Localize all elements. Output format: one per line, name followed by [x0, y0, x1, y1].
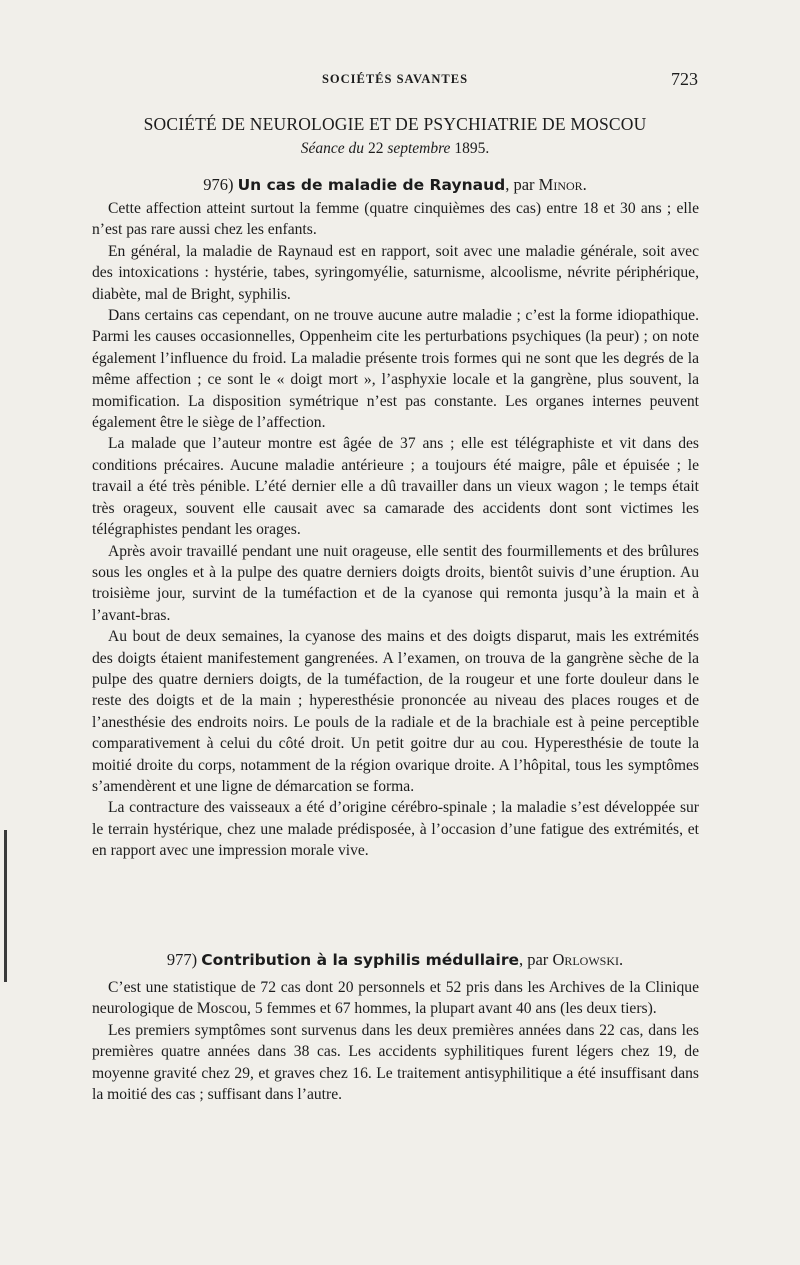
running-head-title: SOCIÉTÉS SAVANTES	[321, 72, 469, 86]
paragraph: Dans certains cas cependant, on ne trouve aucune autre maladie ; c’est la forme idiopathique. Parmi les causes occasionnelles, Oppenheim cite les perturbations psychiques (la peur) ; on note également l’influence du froid. La maladie présente trois formes qui ne sont que les degrés de la même affection ; ce sont le « doigt mort », l’asphyxie locale et la gangrène, plus souvent, la momification. La disposition symétrique n’est pas constante. Les organes internes peuvent également être le siège de l’affection.	[92, 307, 699, 432]
article-title: Un cas de maladie de Raynaud	[237, 176, 506, 194]
paragraph: Au bout de deux semaines, la cyanose des mains et des doigts disparut, mais les extrémités des doigts étaient manifestement gangrenées. A l’examen, on trouva de la gangrène sèche de la pulpe des quatre derniers doigts, de la tuméfaction, de la rougeur et une forte douleur dans le reste des doigts et de la main ; hyperesthésie prononcée au niveau des places rouges et de l’anesthésie des endroits noirs. Le pouls de la radiale et de la brachiale est à peine perceptible comparativement à celui du côté droit. Un petit goitre dur au cou. Hyperesthésie de toute la moitié droite du corps, notamment de la région ovarique droite. A l’hôpital, tous les symptômes s’amendèrent et une ligne de démarcation se forma.	[92, 628, 699, 795]
article-title: Contribution à la syphilis médullaire	[201, 951, 519, 969]
session-month: septembre	[387, 140, 451, 157]
margin-mark	[4, 830, 7, 982]
session-day: 22	[367, 140, 384, 157]
page-number: 723	[671, 69, 698, 89]
paragraph: La contracture des vaisseaux a été d’origine cérébro-spinale ; la maladie s’est développée sur le terrain hystérique, chez une malade prédisposée, à l’occasion d’une fatigue des extrémités, et en rapport avec une impression morale vive.	[92, 799, 699, 860]
paragraph: C’est une statistique de 72 cas dont 20 personnels et 52 pris dans les Archives de la Clinique neurologique de Moscou, 5 femmes et 67 hommes, la plupart avant 40 ans (les deux tiers).	[92, 979, 699, 1018]
article-976-body	[92, 198, 699, 862]
article-number: 976)	[203, 175, 234, 194]
article-author: Orlowski.	[552, 950, 624, 969]
session-date	[92, 140, 698, 158]
session-prefix: Séance du	[300, 140, 365, 157]
article-977-heading	[92, 950, 698, 970]
session-year: 1895.	[454, 140, 490, 157]
paragraph: Les premiers symptômes sont survenus dans les deux premières années dans 22 cas, dans les premières quatre années dans 38 cas. Les accidents syphilitiques furent légers chez 19, de moyenne gravité chez 29, et graves chez 16. Le traitement antisyphilitique a été insuffisant dans la moitié des cas ; suffisant dans l’autre.	[92, 1021, 699, 1104]
running-head	[92, 69, 698, 94]
society-title: SOCIÉTÉ DE NEUROLOGIE ET DE PSYCHIATRIE DE MOSCOU	[143, 114, 647, 134]
paragraph: Après avoir travaillé pendant une nuit orageuse, elle sentit des fourmillements et des brûlures sous les ongles et à la pulpe des quatre derniers doigts droits, bientôt suivis d’une éruption. Au troisième jour, survint de la tuméfaction et de la cyanose qui remonta jusqu’à la main et à l’avant-bras.	[92, 542, 699, 624]
article-976-heading	[92, 175, 698, 195]
paragraph: En général, la maladie de Raynaud est en rapport, soit avec une maladie générale, soit avec des intoxications : hystérie, tabes, syringomyélie, saturnisme, alcoolisme, névrite périphérique, diabète, mal de Bright, syphilis.	[92, 242, 699, 303]
article-by: , par	[505, 175, 535, 194]
article-author: Minor.	[538, 175, 587, 194]
paragraph: La malade que l’auteur montre est âgée de 37 ans ; elle est télégraphiste et vit dans des conditions précaires. Aucune maladie antérieure ; a toujours été maigre, pâle et épuisée ; le travail a été très pénible. L’été dernier elle a dû travailler dans un vieux wagon ; le temps était très orageux, souvent elle causait avec sa camarade des accidents dont sont victimes les télégraphistes pendant les orages.	[92, 435, 699, 539]
article-number: 977)	[166, 950, 198, 969]
article-by: , par	[518, 950, 549, 969]
article-977-body	[92, 977, 699, 1105]
paragraph: Cette affection atteint surtout la femme (quatre cinquièmes des cas) entre 18 et 30 ans ; elle n’est pas rare aussi chez les enfants.	[92, 200, 699, 239]
